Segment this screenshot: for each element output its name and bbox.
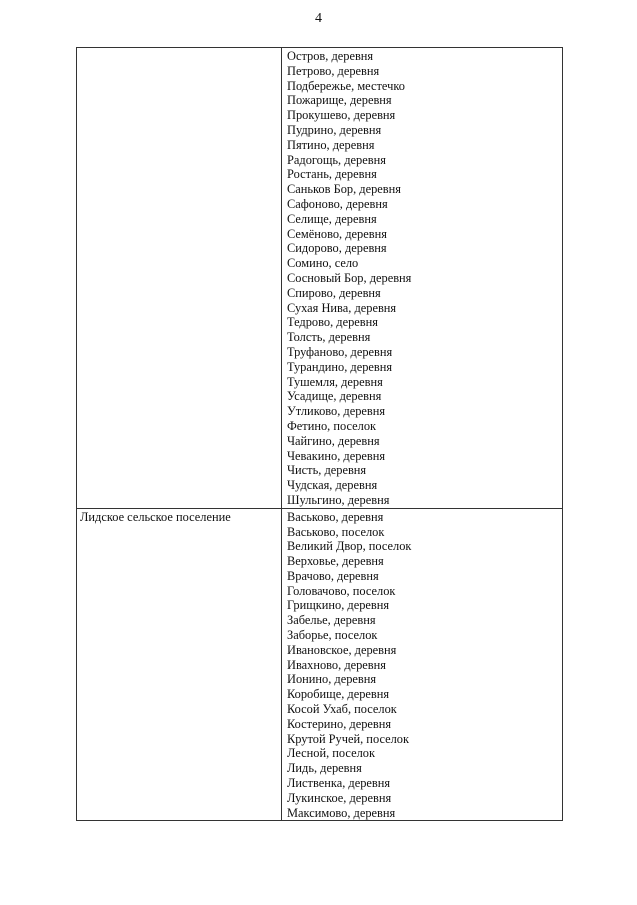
locality-item: Коробище, деревня	[287, 687, 390, 702]
locality-item: Лиственка, деревня	[287, 776, 391, 791]
locality-item: Петрово, деревня	[287, 63, 380, 78]
locality-item: Утликово, деревня	[287, 404, 386, 419]
locality-item: Труфаново, деревня	[287, 344, 393, 359]
locality-item: Радогощь, деревня	[287, 152, 386, 167]
locality-item: Чевакино, деревня	[287, 448, 386, 463]
locality-item: Пудрино, деревня	[287, 122, 382, 137]
locality-item: Толсть, деревня	[287, 330, 371, 345]
locality-item: Сидорово, деревня	[287, 241, 387, 256]
locality-item: Великий Двор, поселок	[287, 539, 412, 554]
locality-item: Васьково, поселок	[287, 524, 385, 539]
locality-item: Лукинское, деревня	[287, 790, 392, 805]
locality-item: Семёново, деревня	[287, 226, 387, 241]
locality-item: Сосновый Бор, деревня	[287, 270, 412, 285]
locality-item: Крутой Ручей, поселок	[287, 731, 409, 746]
settlement-cell	[77, 508, 282, 821]
locality-item: Забелье, деревня	[287, 613, 376, 628]
locality-item: Прокушево, деревня	[287, 108, 396, 123]
locality-item: Пятино, деревня	[287, 137, 375, 152]
locality-item: Васьково, деревня	[287, 509, 384, 524]
settlement-cell	[77, 48, 282, 509]
locality-item: Остров, деревня	[287, 49, 374, 63]
locality-item: Турандино, деревня	[287, 359, 393, 374]
locality-item: Селище, деревня	[287, 211, 377, 226]
locality-item: Сафоново, деревня	[287, 196, 388, 211]
locality-item: Лесной, поселок	[287, 746, 375, 761]
locality-item: Заборье, поселок	[287, 628, 378, 643]
locality-list	[282, 48, 562, 508]
locality-item: Усадище, деревня	[287, 389, 382, 404]
locality-item: Фетино, поселок	[287, 418, 377, 433]
locality-item: Тедрово, деревня	[287, 315, 378, 330]
locality-item: Шульгино, деревня	[287, 492, 390, 507]
locality-item: Ивахново, деревня	[287, 657, 386, 672]
localities-cell	[282, 48, 563, 509]
locality-item: Грищкино, деревня	[287, 598, 390, 613]
locality-item: Чайгино, деревня	[287, 433, 380, 448]
settlements-table-body	[77, 48, 563, 821]
locality-item: Тушемля, деревня	[287, 374, 383, 389]
locality-item: Врачово, деревня	[287, 568, 379, 583]
locality-item: Подбережье, местечко	[287, 78, 405, 93]
locality-item: Верховье, деревня	[287, 554, 384, 569]
locality-item: Ивановское, деревня	[287, 642, 397, 657]
locality-item: Ионино, деревня	[287, 672, 377, 687]
locality-item: Косой Ухаб, поселок	[287, 702, 397, 717]
locality-item: Чудская, деревня	[287, 478, 378, 493]
locality-item: Спирово, деревня	[287, 285, 381, 300]
settlement-name	[77, 48, 281, 49]
table-row	[77, 508, 563, 821]
locality-item: Пожарище, деревня	[287, 93, 392, 108]
table-row	[77, 48, 563, 509]
locality-item: Сомино, село	[287, 256, 359, 271]
locality-item: Саньков Бор, деревня	[287, 182, 401, 197]
locality-item: Максимово, деревня	[287, 805, 396, 820]
locality-item: Лидь, деревня	[287, 761, 362, 776]
locality-item: Головачово, поселок	[287, 583, 396, 598]
localities-cell	[282, 508, 563, 821]
locality-item: Чисть, деревня	[287, 463, 367, 478]
settlement-name: Лидское сельское поселение	[80, 509, 231, 524]
page-number: 4	[315, 11, 322, 26]
locality-item: Сухая Нива, деревня	[287, 300, 397, 315]
locality-item: Ростань, деревня	[287, 167, 377, 182]
settlements-table	[76, 47, 563, 821]
locality-list	[282, 509, 562, 821]
locality-item: Костерино, деревня	[287, 716, 392, 731]
